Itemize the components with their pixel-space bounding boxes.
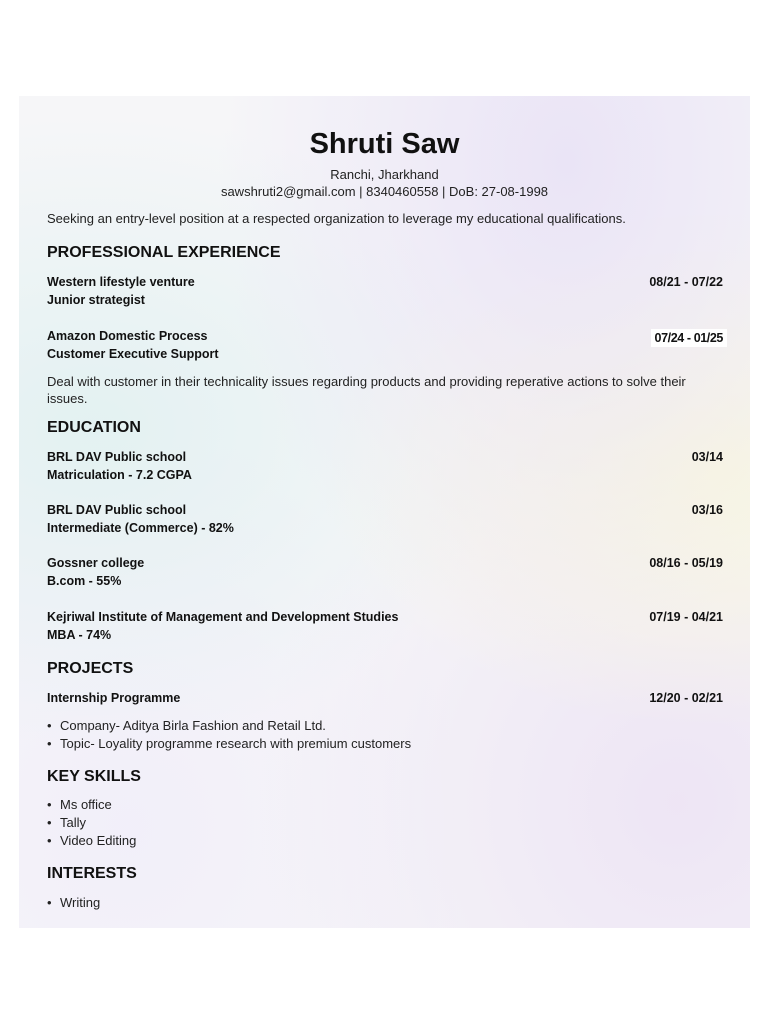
candidate-location: Ranchi, Jharkhand [330,167,439,182]
project-bullet [47,718,326,733]
education-detail: B.com - 55% [47,574,122,588]
skill-text: Tally [60,815,87,830]
bullet-icon: • [47,833,52,848]
experience-date: 08/21 - 07/22 [649,275,723,289]
candidate-name: Shruti Saw [309,128,460,160]
education-detail: Intermediate (Commerce) - 82% [47,521,234,535]
skill-item [47,815,86,830]
experience-description: Deal with customer in their technicality issues regarding products and providing reperative actions to solve their issues. [47,374,686,406]
bullet-icon: • [47,797,52,812]
education-date: 03/16 [691,503,723,517]
skill-item [47,797,112,812]
project-bullet-text: Company- Aditya Birla Fashion and Retail Ltd. [60,718,326,733]
experience-date: 07/24 - 01/25 [651,329,727,347]
bullet-icon: • [47,718,52,733]
interest-text: Writing [60,895,101,910]
education-institution: BRL DAV Public school [47,503,187,517]
project-bullet [47,736,411,751]
education-date: 07/19 - 04/21 [649,610,723,624]
education-institution: Gossner college [47,556,145,570]
interest-item [47,895,100,910]
education-institution: Kejriwal Institute of Management and Development Studies [47,610,399,624]
experience-role: Customer Executive Support [47,347,219,361]
skill-text: Ms office [60,797,112,812]
experience-org: Western lifestyle venture [47,275,195,289]
section-heading-interests: INTERESTS [47,865,137,882]
experience-role: Junior strategist [47,293,145,307]
section-heading-skills: KEY SKILLS [47,768,141,785]
project-date: 12/20 - 02/21 [649,691,723,705]
section-heading-projects: PROJECTS [47,660,134,677]
section-heading-education: EDUCATION [47,419,141,436]
experience-org: Amazon Domestic Process [47,329,208,343]
bullet-icon: • [47,895,52,910]
education-date: 03/14 [691,450,723,464]
bullet-icon: • [47,736,52,751]
skill-text: Video Editing [60,833,137,848]
project-bullet-text: Topic- Loyality programme research with premium customers [60,736,412,751]
section-heading-experience: PROFESSIONAL EXPERIENCE [47,244,281,261]
education-institution: BRL DAV Public school [47,450,187,464]
project-title: Internship Programme [47,691,181,705]
education-detail: Matriculation - 7.2 CGPA [47,468,192,482]
skill-item [47,833,136,848]
bullet-icon: • [47,815,52,830]
objective-text: Seeking an entry-level position at a respected organization to leverage my educational qualifications. [47,211,626,226]
resume-page [19,96,750,928]
education-detail: MBA - 74% [47,628,112,642]
candidate-contact: sawshruti2@gmail.com | 8340460558 | DoB: 27-08-1998 [220,184,549,199]
education-date: 08/16 - 05/19 [649,556,723,570]
